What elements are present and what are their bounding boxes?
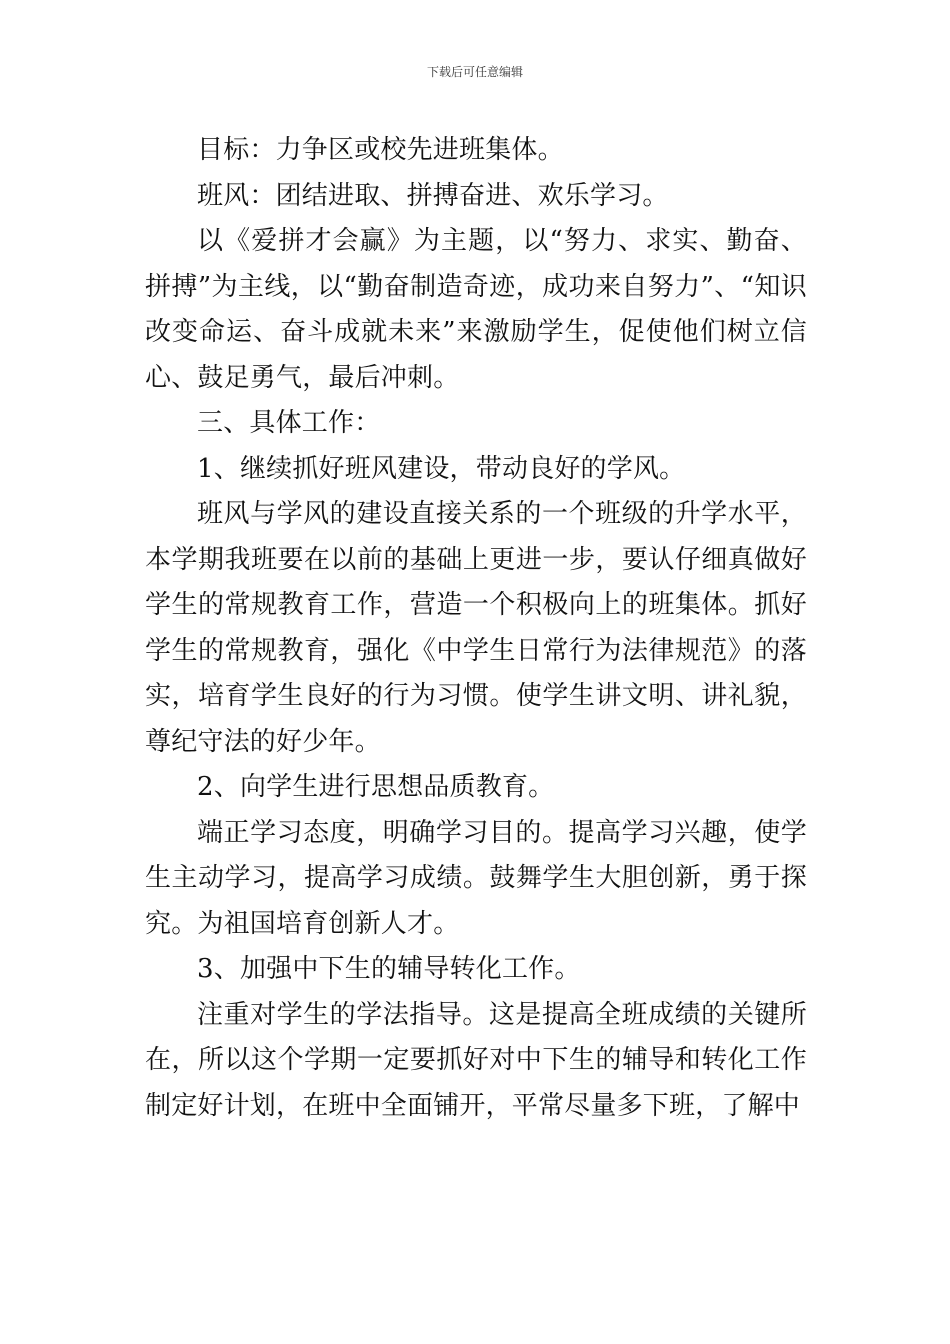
page-header: 下载后可任意编辑: [426, 65, 523, 79]
paragraph-class-style: 班风与学风的建设直接关系的一个班级的升学水平，本学期我班要在以前的基础上更进一步，要认仔细真做好学生的常规教育工作，营造一个积极向上的班集体。抓好学生的常规教育，强化《中学生日常行为法律规范》的落实，培育学生良好的行为习惯。使学生讲文明、讲礼貌，尊纪守法的好少年。: [145, 499, 807, 757]
paragraph-guidance: 注重对学生的学法指导。这是提高全班成绩的关键所在，所以这个学期一定要抓好对中下生的辅导和转化工作制定好计划，在班中全面铺开，平常尽量多下班，了解中: [145, 999, 807, 1121]
item-heading-3: 3、加强中下生的辅导转化工作。: [197, 954, 581, 984]
item-heading-1: 1、继续抓好班风建设，带动良好的学风。: [197, 453, 686, 484]
paragraph-goal: 目标：力争区或校先进班集体。: [197, 135, 564, 165]
paragraph-theme: 以《爱拼才会赢》为主题，以“努力、求实、勤奋、拼搏”为主线，以“勤奋制造奇迹，成功来自努力”、“知识改变命运、奋斗成就未来”来激励学生，促使他们树立信心、鼓足勇气，最后冲刺。: [145, 226, 807, 393]
paragraph-attitude: 端正学习态度，明确学习目的。提高学习兴趣，使学生主动学习，提高学习成绩。鼓舞学生大胆创新，勇于探究。为祖国培育创新人才。: [145, 817, 807, 939]
section-heading-specific-work: 三、具体工作：: [197, 408, 381, 438]
document-body: [145, 128, 807, 1129]
paragraph-class-spirit: 班风：团结进取、拼搏奋进、欢乐学习。: [197, 180, 669, 211]
item-heading-2: 2、向学生进行思想品质教育。: [197, 772, 555, 802]
